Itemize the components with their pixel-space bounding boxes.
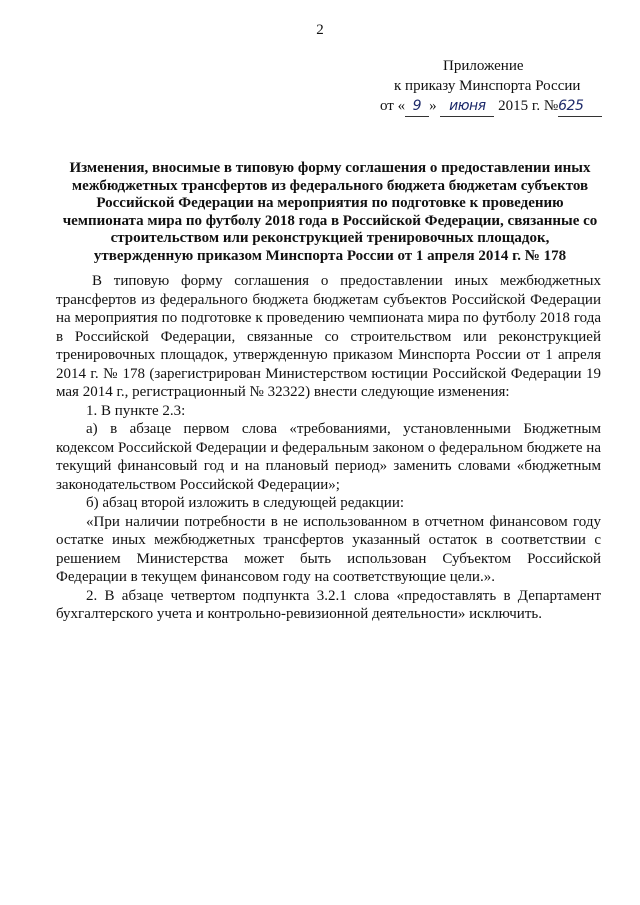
date-prefix: от « [380, 98, 406, 114]
paragraph-item-1: 1. В пункте 2.3: [86, 402, 186, 419]
appendix-label: Приложение [443, 58, 524, 74]
date-mid: » [429, 98, 437, 114]
appendix-order-ref: к приказу Минспорта России [394, 78, 581, 94]
handwritten-day: 9 [405, 96, 429, 117]
handwritten-order-number: 625 [558, 96, 602, 117]
appendix-header [380, 56, 610, 117]
document-body [56, 272, 601, 624]
paragraph-subitem-a: а) в абзаце первом слова «требованиями, установленными Бюджетным кодексом Российской Федерации и федеральным законом о федеральном бюджете на текущий финансовый год и на плановый период» заменить словами «бюджетным законодательством Российской Федерации»; [56, 421, 601, 493]
paragraph-quote: «При наличии потребности в не использованном в отчетном финансовом году остатке иных межбюджетных трансфертов указанный остаток в соответствии с решением Министерства может быть использован Субъектом Российской Федерации в текущем финансовом году на соответствующие цели.». [56, 513, 601, 585]
year-text: 2015 г. № [498, 98, 559, 114]
paragraph-subitem-b: б) абзац второй изложить в следующей редакции: [86, 495, 405, 511]
paragraph-item-2: 2. В абзаце четвертом подпункта 3.2.1 слова «предоставлять в Департамент бухгалтерского учета и контрольно-ревизионной деятельности» исключить. [56, 587, 601, 622]
appendix-date-line [380, 96, 610, 117]
document-title: Изменения, вносимые в типовую форму соглашения о предоставлении иных межбюджетных трансфертов из федерального бюджета бюджетам субъектов Российской Федерации на мероприятия по подготовке к проведению чемпионата мира по футболу 2018 года в Российской Федерации, связанные со строительством или реконструкцией тренировочных площадок, утвержденную приказом Минспорта России от 1 апреля 2014 г. № 178 [62, 160, 598, 264]
paragraph-intro: В типовую форму соглашения о предоставлении иных межбюджетных трансфертов из федерального бюджета бюджетам субъектов Российской Федерации на мероприятия по подготовке к проведению чемпионата мира по футболу 2018 года в Российской Федерации, связанные со строительством или реконструкцией тренировочных площадок, утвержденную приказом Минспорта России от 1 апреля 2014 г. № 178 (зарегистрирован Министерством юстиции Российской Федерации 19 мая 2014 г., регистрационный № 32322) внести следующие изменения: [56, 273, 601, 400]
handwritten-month: июня [440, 96, 494, 117]
page-number: 2 [316, 22, 324, 38]
